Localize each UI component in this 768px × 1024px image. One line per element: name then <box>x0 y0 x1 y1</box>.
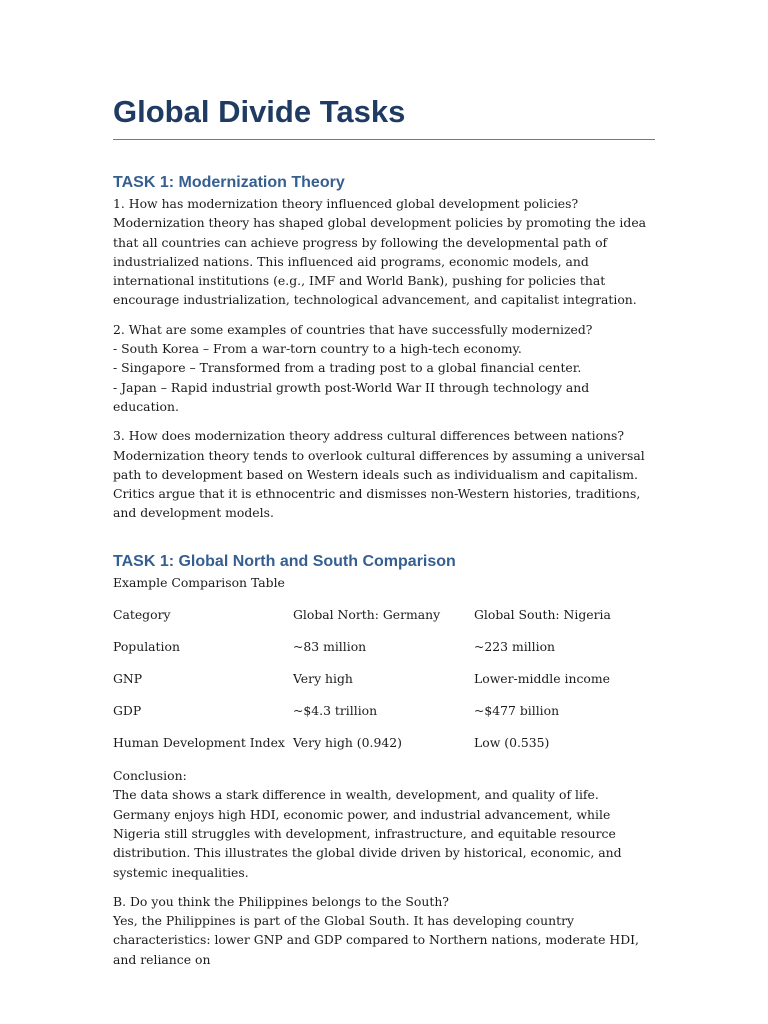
section-heading-modernization: TASK 1: Modernization Theory <box>113 174 345 191</box>
answer-b: Yes, the Philippines is part of the Global South. It has developing country characteristics: lower GNP and GDP compared to Northern nations, moderate HDI, and reliance on <box>113 913 639 967</box>
example-item: - South Korea – From a war-torn country to a high-tech economy. <box>113 341 522 357</box>
table-cell: ~$4.3 trillion <box>293 703 378 719</box>
document-page <box>113 92 655 979</box>
qa-block-3 <box>113 426 655 522</box>
table-row <box>113 669 655 701</box>
answer-1: Modernization theory has shaped global development policies by promoting the idea that all countries can achieve progress by following the developmental path of industrialized nations. This influenced aid programs, economic models, and international institutions (e.g., IMF and World Bank), pushing for policies that encourage industrialization, technological advancement, and capitalist integration. <box>113 215 647 308</box>
table-caption: Example Comparison Table <box>113 574 285 590</box>
comparison-table <box>113 605 655 765</box>
qa-block-1 <box>113 194 655 310</box>
table-row <box>113 637 655 669</box>
table-cell: ~223 million <box>474 639 556 655</box>
qa-block-2 <box>113 320 655 416</box>
table-cell: ~$477 billion <box>474 703 560 719</box>
header-cell: Global South: Nigeria <box>474 607 611 623</box>
table-cell: Lower-middle income <box>474 671 610 687</box>
header-cell: Global North: Germany <box>293 607 441 623</box>
answer-3: Modernization theory tends to overlook cultural differences by assuming a universal path to development based on Western ideals such as individualism and capitalism. Critics argue that it is ethnocentric and dismisses non-Western histories, traditions, and development models. <box>113 447 645 521</box>
table-cell: GNP <box>113 671 143 687</box>
conclusion-label: Conclusion: <box>113 768 187 784</box>
table-cell: Population <box>113 639 180 655</box>
table-cell: Very high <box>293 671 353 687</box>
conclusion-block <box>113 766 655 882</box>
table-cell: GDP <box>113 703 142 719</box>
document-title: Global Divide Tasks <box>113 92 655 140</box>
header-cell: Category <box>113 607 171 623</box>
question-b: B. Do you think the Philippines belongs to the South? <box>113 893 449 909</box>
section-heading-comparison: TASK 1: Global North and South Comparison <box>113 552 456 570</box>
question-1: 1. How has modernization theory influenced global development policies? <box>113 196 579 211</box>
table-header-row <box>113 605 655 637</box>
example-item: - Japan – Rapid industrial growth post-World War II through technology and education. <box>113 379 590 414</box>
question-3: 3. How does modernization theory address cultural differences between nations? <box>113 428 625 444</box>
question-2: 2. What are some examples of countries that have successfully modernized? <box>113 321 593 337</box>
table-cell: Very high (0.942) <box>293 735 402 751</box>
table-row <box>113 701 655 733</box>
table-cell: Human Development Index <box>113 735 285 751</box>
example-item: - Singapore – Transformed from a trading post to a global financial center. <box>113 360 582 376</box>
table-cell: ~83 million <box>293 639 367 655</box>
table-cell: Low (0.535) <box>474 735 550 751</box>
conclusion-text: The data shows a stark difference in wealth, development, and quality of life. Germany enjoys high HDI, economic power, and industrial advancement, while Nigeria still struggles with development, infrastructure, and equitable resource distribution. This illustrates the global divide driven by historical, economic, and systemic inequalities. <box>113 787 622 880</box>
table-row <box>113 733 655 765</box>
qa-block-b <box>113 892 655 969</box>
